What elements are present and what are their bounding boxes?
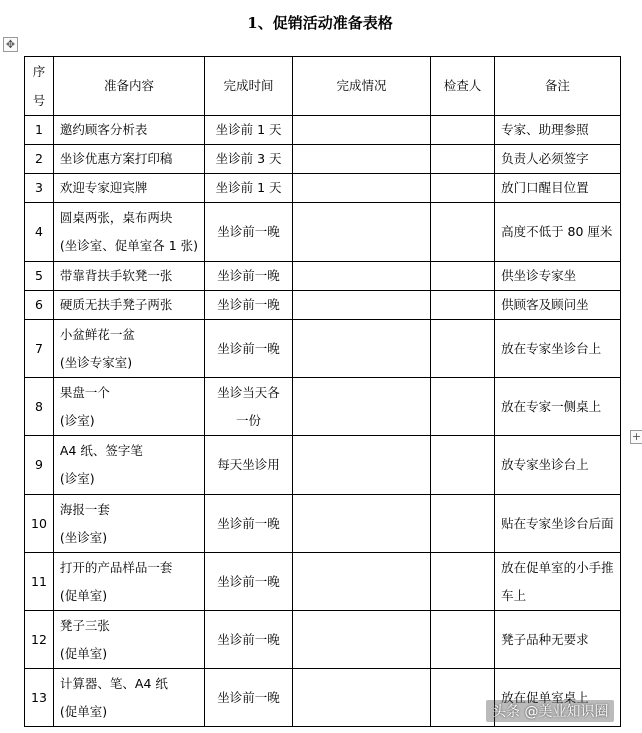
- table-row: [25, 291, 621, 320]
- cell-content: 圆桌两张，桌布两块 (坐诊室、促单室各 1 张): [53, 203, 204, 262]
- cell-seq: 10: [25, 495, 54, 553]
- cell-status[interactable]: [293, 378, 431, 436]
- table-row: [25, 436, 621, 495]
- table-row: [25, 145, 621, 174]
- cell-checker[interactable]: [431, 291, 495, 320]
- table-move-handle-icon[interactable]: ✥: [3, 37, 18, 52]
- cell-content: 带靠背扶手软凳一张: [53, 262, 204, 291]
- cell-note: 高度不低于 80 厘米: [495, 203, 621, 262]
- cell-note: 放在专家坐诊台上: [495, 320, 621, 378]
- cell-checker[interactable]: [431, 553, 495, 611]
- cell-status[interactable]: [293, 669, 431, 727]
- cell-time: 坐诊当天各 一份: [205, 378, 293, 436]
- cell-checker[interactable]: [431, 262, 495, 291]
- cell-time: 坐诊前一晚: [205, 320, 293, 378]
- cell-note: 放在专家一侧桌上: [495, 378, 621, 436]
- table-row: [25, 262, 621, 291]
- cell-note: 供坐诊专家坐: [495, 262, 621, 291]
- cell-time: 坐诊前一晚: [205, 291, 293, 320]
- watermark: 头条 @美业知识圈: [486, 700, 614, 722]
- cell-time: 坐诊前 3 天: [205, 145, 293, 174]
- cell-note: 供顾客及顾问坐: [495, 291, 621, 320]
- cell-seq: 5: [25, 262, 54, 291]
- cell-checker[interactable]: [431, 436, 495, 495]
- cell-status[interactable]: [293, 611, 431, 669]
- cell-content: 果盘一个 (诊室): [53, 378, 204, 436]
- cell-note: 专家、助理参照: [495, 116, 621, 145]
- cell-seq: 11: [25, 553, 54, 611]
- table-header-row: [25, 57, 621, 116]
- cell-seq: 13: [25, 669, 54, 727]
- cell-content: 计算器、笔、A4 纸 (促单室): [53, 669, 204, 727]
- page-title: 1、促销活动准备表格: [247, 14, 393, 32]
- cell-checker[interactable]: [431, 174, 495, 203]
- cell-seq: 12: [25, 611, 54, 669]
- cell-content: 坐诊优惠方案打印稿: [53, 145, 204, 174]
- header-content: 准备内容: [53, 57, 204, 116]
- cell-seq: 7: [25, 320, 54, 378]
- cell-seq: 9: [25, 436, 54, 495]
- cell-status[interactable]: [293, 203, 431, 262]
- cell-checker[interactable]: [431, 203, 495, 262]
- cell-time: 坐诊前一晚: [205, 553, 293, 611]
- cell-checker[interactable]: [431, 378, 495, 436]
- cell-status[interactable]: [293, 495, 431, 553]
- cell-time: 坐诊前 1 天: [205, 174, 293, 203]
- cell-content: 小盆鲜花一盆 (坐诊专家室): [53, 320, 204, 378]
- cell-checker[interactable]: [431, 611, 495, 669]
- cell-time: 坐诊前一晚: [205, 203, 293, 262]
- cell-status[interactable]: [293, 436, 431, 495]
- table-row: [25, 116, 621, 145]
- cell-status[interactable]: [293, 320, 431, 378]
- cell-status[interactable]: [293, 553, 431, 611]
- cell-checker[interactable]: [431, 495, 495, 553]
- preparation-table: [24, 56, 621, 727]
- header-seq: 序 号: [25, 57, 54, 116]
- cell-content: 海报一套 (坐诊室): [53, 495, 204, 553]
- cell-status[interactable]: [293, 116, 431, 145]
- cell-checker[interactable]: [431, 145, 495, 174]
- cell-checker[interactable]: [431, 669, 495, 727]
- cell-content: 硬质无扶手凳子两张: [53, 291, 204, 320]
- cell-seq: 6: [25, 291, 54, 320]
- header-checker: 检查人: [431, 57, 495, 116]
- table-add-column-icon[interactable]: +: [631, 430, 642, 443]
- cell-content: 邀约顾客分析表: [53, 116, 204, 145]
- cell-status[interactable]: [293, 174, 431, 203]
- cell-content: 欢迎专家迎宾牌: [53, 174, 204, 203]
- cell-note: 放在促单室的小手推 车上: [495, 553, 621, 611]
- cell-time: 坐诊前一晚: [205, 262, 293, 291]
- cell-note: 放在促单室桌上: [495, 669, 621, 727]
- table-row: [25, 320, 621, 378]
- table-row: [25, 203, 621, 262]
- cell-time: 每天坐诊用: [205, 436, 293, 495]
- cell-content: 凳子三张 (促单室): [53, 611, 204, 669]
- cell-seq: 1: [25, 116, 54, 145]
- table-row: [25, 378, 621, 436]
- cell-seq: 3: [25, 174, 54, 203]
- cell-seq: 4: [25, 203, 54, 262]
- table-row: [25, 611, 621, 669]
- cell-note: 凳子品种无要求: [495, 611, 621, 669]
- table-row: [25, 495, 621, 553]
- cell-checker[interactable]: [431, 116, 495, 145]
- cell-time: 坐诊前一晚: [205, 611, 293, 669]
- header-note: 备注: [495, 57, 621, 116]
- cell-time: 坐诊前一晚: [205, 669, 293, 727]
- cell-note: 贴在专家坐诊台后面: [495, 495, 621, 553]
- cell-status[interactable]: [293, 145, 431, 174]
- cell-note: 放专家坐诊台上: [495, 436, 621, 495]
- cell-time: 坐诊前一晚: [205, 495, 293, 553]
- cell-checker[interactable]: [431, 320, 495, 378]
- cell-status[interactable]: [293, 262, 431, 291]
- cell-content: A4 纸、签字笔 (诊室): [53, 436, 204, 495]
- header-status: 完成情况: [293, 57, 431, 116]
- cell-seq: 2: [25, 145, 54, 174]
- header-time: 完成时间: [205, 57, 293, 116]
- cell-content: 打开的产品样品一套 (促单室): [53, 553, 204, 611]
- table-row: [25, 553, 621, 611]
- cell-seq: 8: [25, 378, 54, 436]
- table-row: [25, 174, 621, 203]
- cell-time: 坐诊前 1 天: [205, 116, 293, 145]
- cell-note: 放门口醒目位置: [495, 174, 621, 203]
- cell-status[interactable]: [293, 291, 431, 320]
- cell-note: 负责人必须签字: [495, 145, 621, 174]
